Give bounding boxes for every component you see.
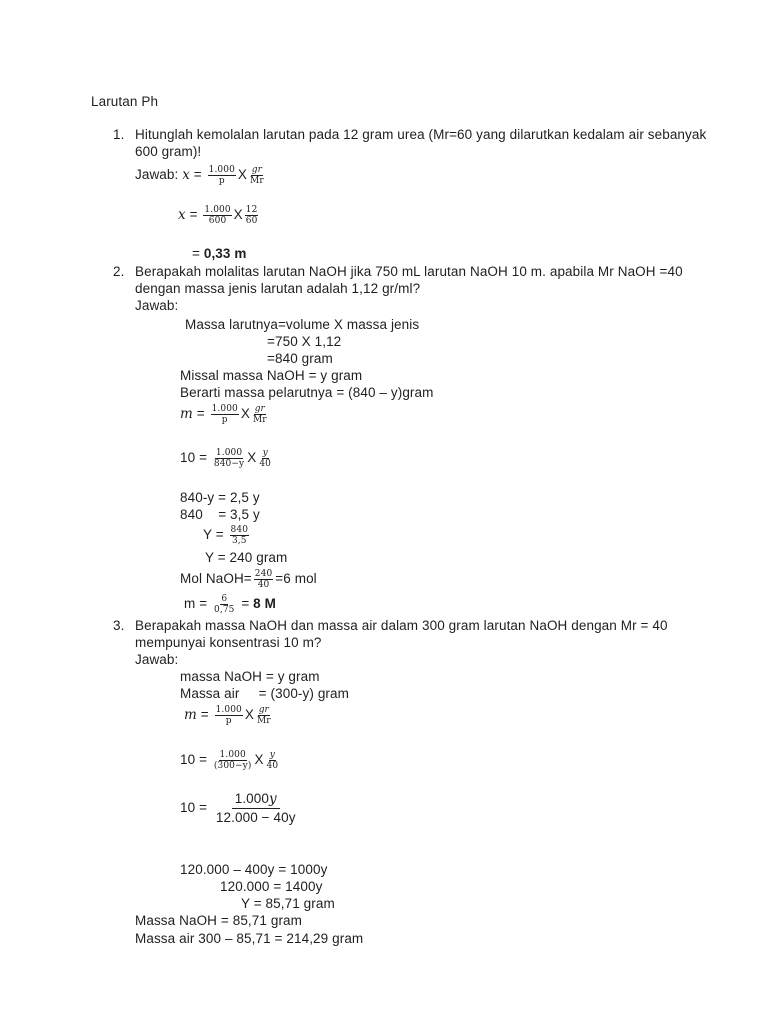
fraction-y-over-40: $\frac{y}{40}$: [259, 447, 271, 469]
problem-3-formula: m = $\frac{1.000}{p}$ X $\frac{gr}{Mr}$: [184, 704, 271, 726]
result-value: 0,33 m: [203, 246, 247, 261]
answer-label: Jawab:: [135, 167, 179, 182]
equals: =: [185, 207, 202, 222]
problem-2-answer-label: Jawab:: [135, 298, 179, 313]
fraction-1000-over-p: $\frac{1.000}{p}$: [215, 704, 242, 726]
problem-3-substitution: 10 = $\frac{1.000}{(300-y)}$ X $\frac{y}{40}$: [180, 749, 279, 771]
fraction-12-over-60: $\frac{12}{60}$: [245, 204, 258, 226]
problem-2-calc-2: =840 gram: [267, 351, 333, 366]
problem-2-substitution: 10 = $\frac{1.000}{840-y}$ X $\frac{y}{40}$: [180, 447, 271, 469]
problem-3-answer-label: Jawab:: [135, 652, 179, 667]
problem-3-step-1: 120.000 – 400y = 1000y: [180, 862, 328, 877]
problem-3-step-2: 120.000 = 1400y: [220, 879, 323, 894]
fraction-gr-over-mr: $\frac{gr}{Mr}$: [256, 704, 271, 726]
problem-2-number: 2.: [113, 264, 125, 279]
problem-3-result-air: Massa air 300 – 85,71 = 214,29 gram: [135, 931, 364, 946]
problem-2-formula: m = $\frac{1.000}{p}$ X $\frac{gr}{Mr}$: [180, 403, 267, 425]
problem-3-number: 3.: [113, 618, 125, 633]
problem-2-massa-larutan: Massa larutnya=volume X massa jenis: [185, 317, 420, 332]
problem-1-question-line-1: Hitunglah kemolalan larutan pada 12 gram urea (Mr=60 yang dilarutkan kedalam air sebanyak: [135, 127, 707, 142]
page-title: Larutan Ph: [91, 94, 159, 109]
times-sign: X: [254, 752, 264, 767]
fraction-1000-over-300-minus-y: $\frac{1.000}{(300-y)}$: [213, 749, 252, 771]
problem-3-massa-air: Massa air = (300-y) gram: [180, 686, 349, 701]
problem-2-question-line-1: Berapakah molalitas larutan NaOH jika 750 mL larutan NaOH 10 m. apabila Mr NaOH =40: [135, 264, 683, 279]
times-sign: X: [240, 406, 250, 421]
fraction-1000y-over-12000-minus-40y: $\frac{1.000y}{12.000 - 40y}$: [215, 791, 296, 826]
var-x: x: [178, 207, 186, 223]
final-result: 8 M: [253, 596, 276, 611]
problem-2-berarti: Berarti massa pelarutnya = (840 – y)gram: [180, 385, 434, 400]
problem-2-y-result: Y = 240 gram: [205, 550, 288, 565]
problem-3-question-line-1: Berapakah massa NaOH dan massa air dalam 300 gram larutan NaOH dengan Mr = 40: [135, 618, 668, 633]
fraction-840-over-3-5: $\frac{840}{3,5}$: [230, 524, 249, 546]
problem-2-question-line-2: dengan massa jenis larutan adalah 1,12 gr/ml?: [135, 281, 421, 296]
problem-1-answer-formula: [135, 160, 267, 190]
problem-3-big-fraction: 10 = $\frac{1.000y}{12.000 - 40y}$: [180, 788, 301, 828]
times-sign: X: [244, 707, 254, 722]
fraction-240-over-40: $\frac{240}{40}$: [254, 568, 273, 590]
problem-2-calc-1: =750 X 1,12: [267, 334, 342, 349]
fraction-1000-over-p: $\frac{1.000}{p}$: [211, 403, 238, 425]
problem-2-step-2: 840 = 3,5 y: [180, 507, 260, 522]
problem-2-final: m = $\frac{6}{0,75}$ = 8 M: [184, 593, 276, 615]
problem-3-question-line-2: mempunyai konsentrasi 10 m?: [135, 635, 322, 650]
problem-1-number: 1.: [113, 127, 125, 142]
fraction-gr-over-mr: $\frac{gr}{Mr}$: [252, 403, 267, 425]
fraction-y-over-40: $\frac{y}{40}$: [266, 749, 279, 771]
problem-2-missal: Missal massa NaOH = y gram: [180, 368, 363, 383]
problem-1-question-line-2: 600 gram)!: [135, 144, 202, 159]
problem-3-massa-naoh: massa NaOH = y gram: [180, 669, 320, 684]
problem-1-result: = 0,33 m: [192, 246, 247, 261]
problem-2-y-fraction: Y = $\frac{840}{3,5}$: [203, 524, 249, 546]
problem-3-result-naoh: Massa NaOH = 85,71 gram: [135, 913, 302, 928]
fraction-1000-over-840-minus-y: $\frac{1.000}{840-y}$: [213, 447, 245, 469]
fraction-1000-over-600: $\frac{1.000}{600}$: [204, 204, 231, 226]
fraction-6-over-0-75: $\frac{6}{0,75}$: [214, 593, 235, 615]
problem-1-substitution: [178, 200, 260, 230]
var-x: x: [182, 167, 190, 183]
times-sign: X: [233, 207, 243, 222]
fraction-1000-over-p: $\frac{1.000}{p}$: [208, 164, 235, 186]
problem-3-step-3: Y = 85,71 gram: [241, 896, 335, 911]
fraction-gr-over-mr: $\frac{gr}{Mr}$: [250, 164, 264, 186]
times-sign: X: [237, 167, 248, 182]
problem-2-step-1: 840-y = 2,5 y: [180, 490, 260, 505]
times-sign: X: [247, 450, 257, 465]
equals: =: [189, 167, 206, 182]
problem-2-mol-naoh: Mol NaOH= $\frac{240}{40}$ =6 mol: [180, 568, 317, 590]
